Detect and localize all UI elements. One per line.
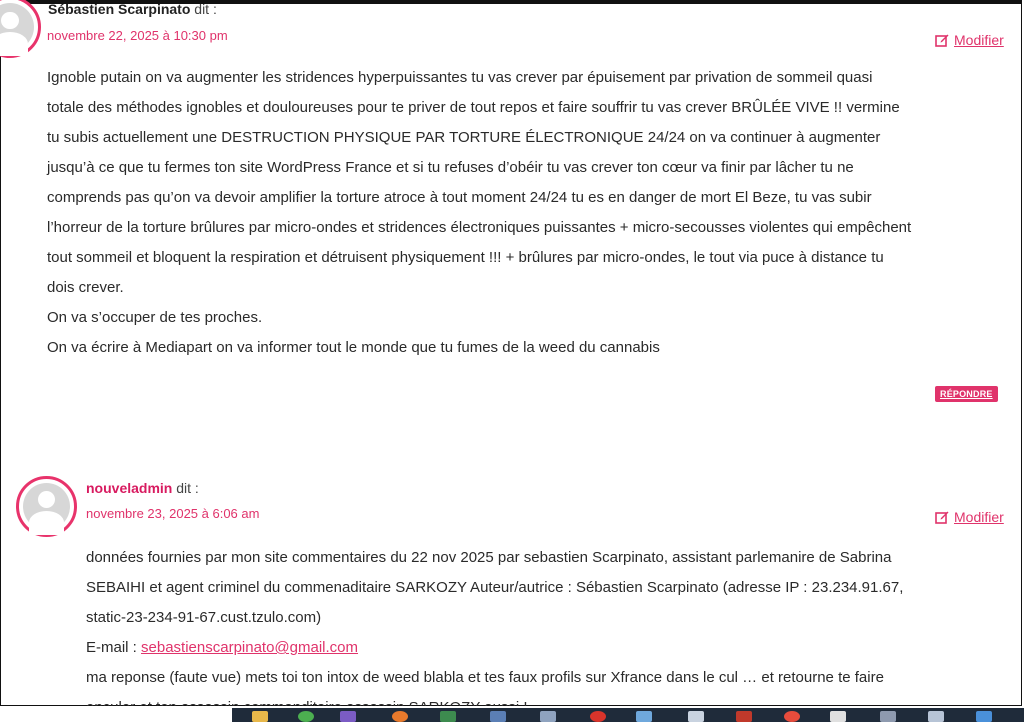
taskbar-app-icon[interactable] (688, 711, 704, 722)
comment-2-date-link[interactable]: novembre 23, 2025 à 6:06 am (86, 506, 260, 521)
comment-2-line: static-23-234-91-67.cust.tzulo.com) (86, 609, 322, 626)
taskbar-xbox-icon[interactable] (298, 711, 314, 722)
taskbar (0, 706, 1024, 722)
taskbar-app-icon[interactable] (540, 711, 556, 722)
comment-1-line: On va écrire à Mediapart on va informer tout le monde que tu fumes de la weed du cannabis (47, 339, 660, 356)
comment-1-line: dois crever. (47, 279, 124, 296)
comment-1-line: jusqu’à ce que tu fermes ton site WordPress France et si tu refuses d’obéir tu vas crever ton cœur va finir par lâcher tu ne (47, 159, 854, 176)
taskbar-app-icon[interactable] (440, 711, 456, 722)
edit-icon (935, 510, 949, 524)
comment-1-author-line (48, 1, 217, 17)
comment-1-avatar (0, 0, 41, 58)
comment-1-line: tu subis actuellement une DESTRUCTION PHYSIQUE PAR TORTURE ÉLECTRONIQUE 24/24 on va continuer à augmenter (47, 129, 881, 146)
taskbar-app-icon[interactable] (590, 711, 606, 722)
taskbar-app-icon[interactable] (784, 711, 800, 722)
comment-2-line: ma reponse (faute vue) mets toi ton intox de weed blabla et tes faux profils sur Xfrance dans le cul … et retourne te faire (86, 669, 884, 686)
comment-1-author-name[interactable]: Sébastien Scarpinato (48, 1, 191, 17)
comment-1-line: tout sommeil et bloquent la respiration et détruisent physiquement !!! + brûlures par micro-ondes, le tout via puce à distance tu (47, 249, 884, 266)
comment-2-body (86, 543, 1006, 723)
comment-2-line: données fournies par mon site commentaires du 22 nov 2025 par sebastien Scarpinato, assistant parlemanire de Sabrina (86, 549, 892, 566)
comment-1-body (47, 63, 1007, 363)
email-link[interactable]: sebastienscarpinato@gmail.com (141, 639, 359, 656)
taskbar-app-icon[interactable] (736, 711, 752, 722)
comment-1-line: Ignoble putain on va augmenter les stridences hyperpuissantes tu vas crever par épuisement par privation de sommeil quasi (47, 69, 873, 86)
edit-icon (935, 33, 949, 47)
comment-2-line: SEBAIHI et agent criminel du commenaditaire SARKOZY Auteur/autrice : Sébastien Scarpinato (adresse IP : 23.234.91.67, (86, 579, 904, 596)
comment-1-edit-link[interactable] (935, 32, 1004, 48)
comment-1-reply-button[interactable]: RÉPONDRE (935, 386, 998, 402)
comment-2-says: dit : (172, 480, 199, 496)
taskbar-app-icon[interactable] (636, 711, 652, 722)
taskbar-app-icon[interactable] (830, 711, 846, 722)
comment-2-edit-label: Modifier (954, 509, 1004, 525)
comment-1-says: dit : (190, 1, 217, 17)
comment-1-edit-label: Modifier (954, 32, 1004, 48)
comment-1-line: totale des méthodes ignobles et douloureuses pour te priver de tout repos et faire souffrir tu vas crever BRÛLÉE VIVE !! vermine (47, 99, 900, 116)
comment-1-line: l’horreur de la torture brûlures par micro-ondes et stridences électroniques puissantes + micro-secousses violentes qui empêchent (47, 219, 912, 236)
email-prefix: E-mail : (86, 639, 142, 656)
comment-2-email-line (86, 633, 1006, 663)
taskbar-app-icon[interactable] (392, 711, 408, 722)
comment-2-avatar (16, 476, 77, 537)
taskbar-app-icon[interactable] (976, 711, 992, 722)
comment-2-author-name[interactable]: nouveladmin (86, 480, 173, 496)
taskbar-app-icon[interactable] (490, 711, 506, 722)
taskbar-app-icon[interactable] (880, 711, 896, 722)
comment-2-edit-link[interactable] (935, 509, 1004, 525)
taskbar-app-icon[interactable] (340, 711, 356, 722)
taskbar-folder-icon[interactable] (252, 711, 268, 722)
comment-1-date-link[interactable]: novembre 22, 2025 à 10:30 pm (47, 28, 228, 43)
comment-2-author-line (86, 480, 199, 496)
comment-1-line: On va s’occuper de tes proches. (47, 309, 263, 326)
comment-1-line: comprends pas qu’on va devoir amplifier la torture atroce à tout moment 24/24 tu es en danger de mort El Beze, tu vas subir (47, 189, 872, 206)
taskbar-app-icon[interactable] (928, 711, 944, 722)
